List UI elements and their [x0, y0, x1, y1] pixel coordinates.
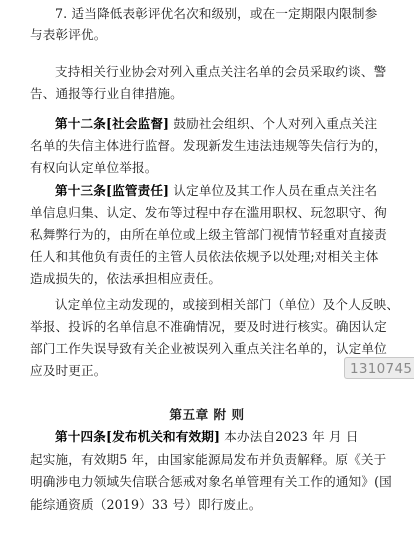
p2-line1: 支持相关行业协会对列入重点关注名单的会员采取约谈、警 [55, 64, 387, 79]
id-badge: 1310745 [344, 357, 414, 379]
article-13-heading: 第十三条[监管责任] [55, 183, 170, 198]
article-13-line1 [55, 183, 414, 199]
p5-line2: 举报、投诉的名单信息不准确情况，要及时进行核实。确因认定 [30, 319, 387, 334]
article-12-line1 [55, 116, 414, 132]
article-13-text: 认定单位及其工作人员在重点关注名 [169, 183, 378, 198]
p1-line1: 7. 适当降低表彰评优名次和级别，或在一定期限内限制参 [55, 6, 378, 21]
p2-line2: 告、通报等行业自律措施。 [30, 86, 183, 101]
article-13-line3: 私舞弊行为的，由所在单位或上级主管部门视情节轻重对直接责 [30, 227, 387, 242]
article-12-heading: 第十二条[社会监督] [55, 116, 170, 131]
article-14-line2: 起实施，有效期5 年，由国家能源局发布并负责解释。原《关于 [30, 452, 387, 467]
article-14-line1 [55, 429, 414, 445]
chapter-title: 第五章 附 则 [169, 407, 245, 422]
article-14-heading: 第十四条[发布机关和有效期] [55, 429, 221, 444]
article-12-text: 鼓励社会组织、个人对列入重点关注 [169, 116, 378, 131]
article-14-line3: 明确涉电力领域失信联合惩戒对象名单管理有关工作的通知》(国 [30, 474, 392, 489]
article-14-line4: 能综通资质（2019）33 号）即行废止。 [30, 497, 262, 512]
article-12-line3: 有权向认定单位举报。 [30, 160, 158, 175]
p5-line3: 部门工作失误导致有关企业被误列入重点关注名单的，认定单位 [30, 341, 387, 356]
p5-line1: 认定单位主动发现的，或接到相关部门（单位）及个人反映、 [55, 297, 400, 312]
p1-line2: 与表彰评优。 [30, 27, 107, 42]
article-14-text: 本办法自2023 年 月 日 [220, 429, 359, 444]
article-13-line5: 造成损失的，依法承担相应责任。 [30, 271, 222, 286]
p5-line4: 应及时更正。 [30, 363, 107, 378]
article-13-line4: 任人和其他负有责任的主管人员依法依规予以处理;对相关主体 [30, 249, 379, 264]
article-13-line2: 单信息归集、认定、发布等过程中存在滥用职权、玩忽职守、徇 [30, 205, 387, 220]
article-12-line2: 名单的失信主体进行监督。发现新发生违法违规等失信行为的， [30, 138, 387, 153]
